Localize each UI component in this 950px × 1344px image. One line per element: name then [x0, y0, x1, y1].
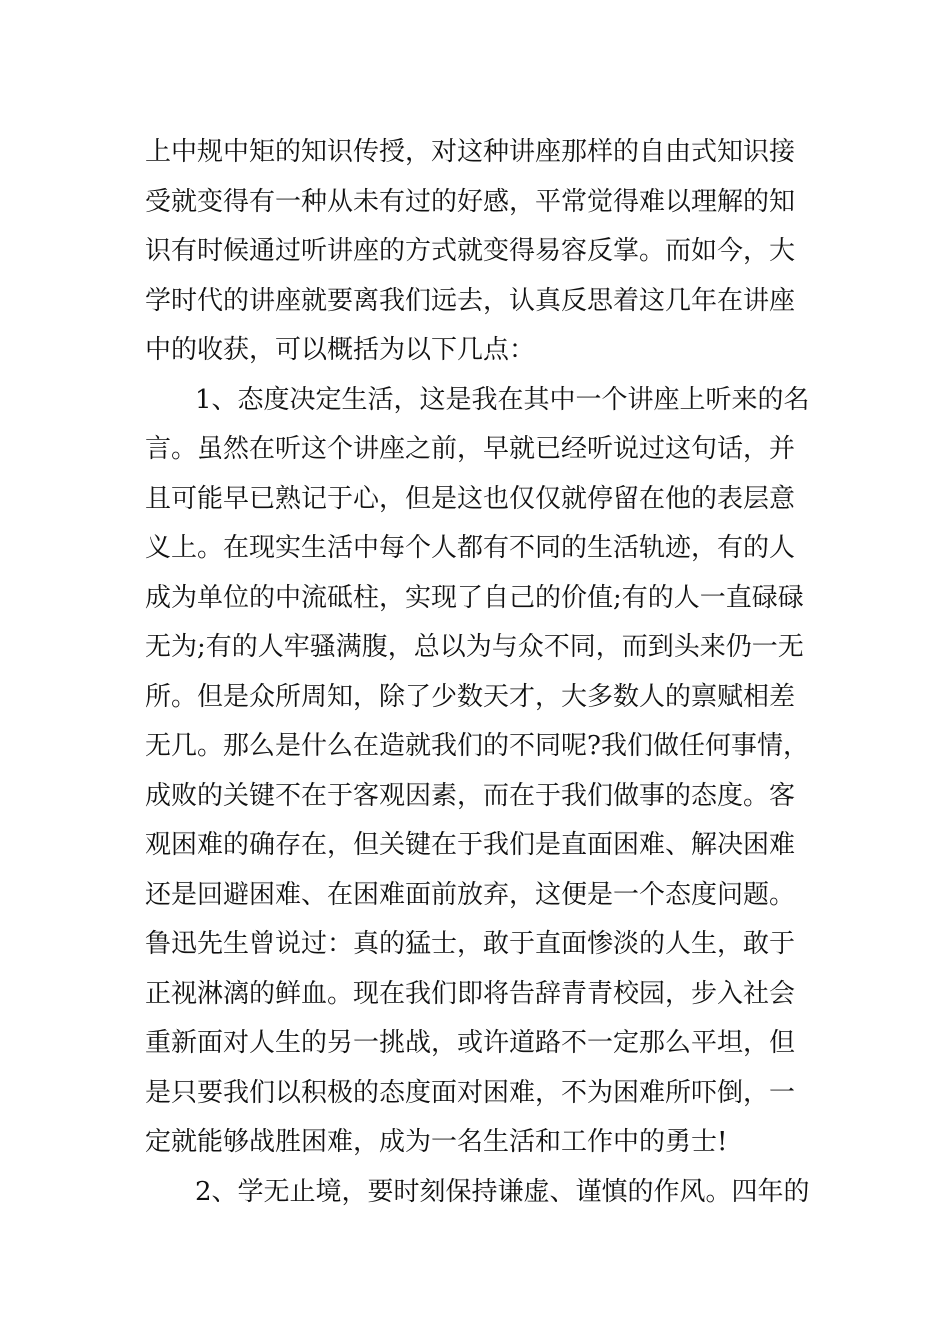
text-line: 言。虽然在听这个讲座之前，早就已经听说过这句话，并 — [145, 434, 796, 464]
text-line: 识有时候通过听讲座的方式就变得易容反掌。而如今，大 — [145, 236, 796, 266]
text-line: 是只要我们以积极的态度面对困难，不为困难所吓倒，一 — [145, 1077, 796, 1108]
text-line: 成为单位的中流砥柱，实现了自己的价值;有的人一直碌碌 — [145, 582, 804, 613]
text-line: 2、学无止境，要时刻保持谦虚、谨慎的作风。四年的 — [195, 1176, 810, 1207]
text-line: 且可能早已熟记于心，但是这也仅仅就停留在他的表层意 — [145, 483, 796, 514]
text-line: 上中规中矩的知识传授，对这种讲座那样的自由式知识接 — [145, 137, 796, 167]
text-line: 1、态度决定生活，这是我在其中一个讲座上听来的名 — [195, 384, 810, 415]
text-line: 定就能够战胜困难，成为一名生活和工作中的勇士! — [145, 1127, 728, 1157]
text-line: 重新面对人生的另一挑战，或许道路不一定那么平坦，但 — [145, 1028, 796, 1058]
text-line: 中的收获，可以概括为以下几点： — [145, 335, 536, 365]
text-line: 成败的关键不在于客观因素，而在于我们做事的态度。客 — [145, 780, 796, 811]
text-line: 受就变得有一种从未有过的好感，平常觉得难以理解的知 — [145, 186, 796, 217]
text-line: 所。但是众所周知，除了少数天才，大多数人的禀赋相差 — [145, 681, 796, 712]
document-body — [145, 128, 815, 1217]
text-line: 正视淋漓的鲜血。现在我们即将告辞青青校园，步入社会 — [145, 978, 796, 1009]
text-line: 义上。在现实生活中每个人都有不同的生活轨迹，有的人 — [145, 533, 796, 563]
text-line: 学时代的讲座就要离我们远去，认真反思着这几年在讲座 — [145, 285, 796, 316]
text-line: 无为;有的人牢骚满腹，总以为与众不同，而到头来仍一无 — [145, 632, 804, 662]
text-line: 还是回避困难、在困难面前放弃，这便是一个态度问题。 — [145, 879, 796, 910]
text-line: 无几。那么是什么在造就我们的不同呢?我们做任何事情， — [145, 731, 809, 761]
text-line: 观困难的确存在，但关键在于我们是直面困难、解决困难 — [145, 830, 796, 860]
text-line: 鲁迅先生曾说过：真的猛士，敢于直面惨淡的人生，敢于 — [145, 929, 796, 959]
